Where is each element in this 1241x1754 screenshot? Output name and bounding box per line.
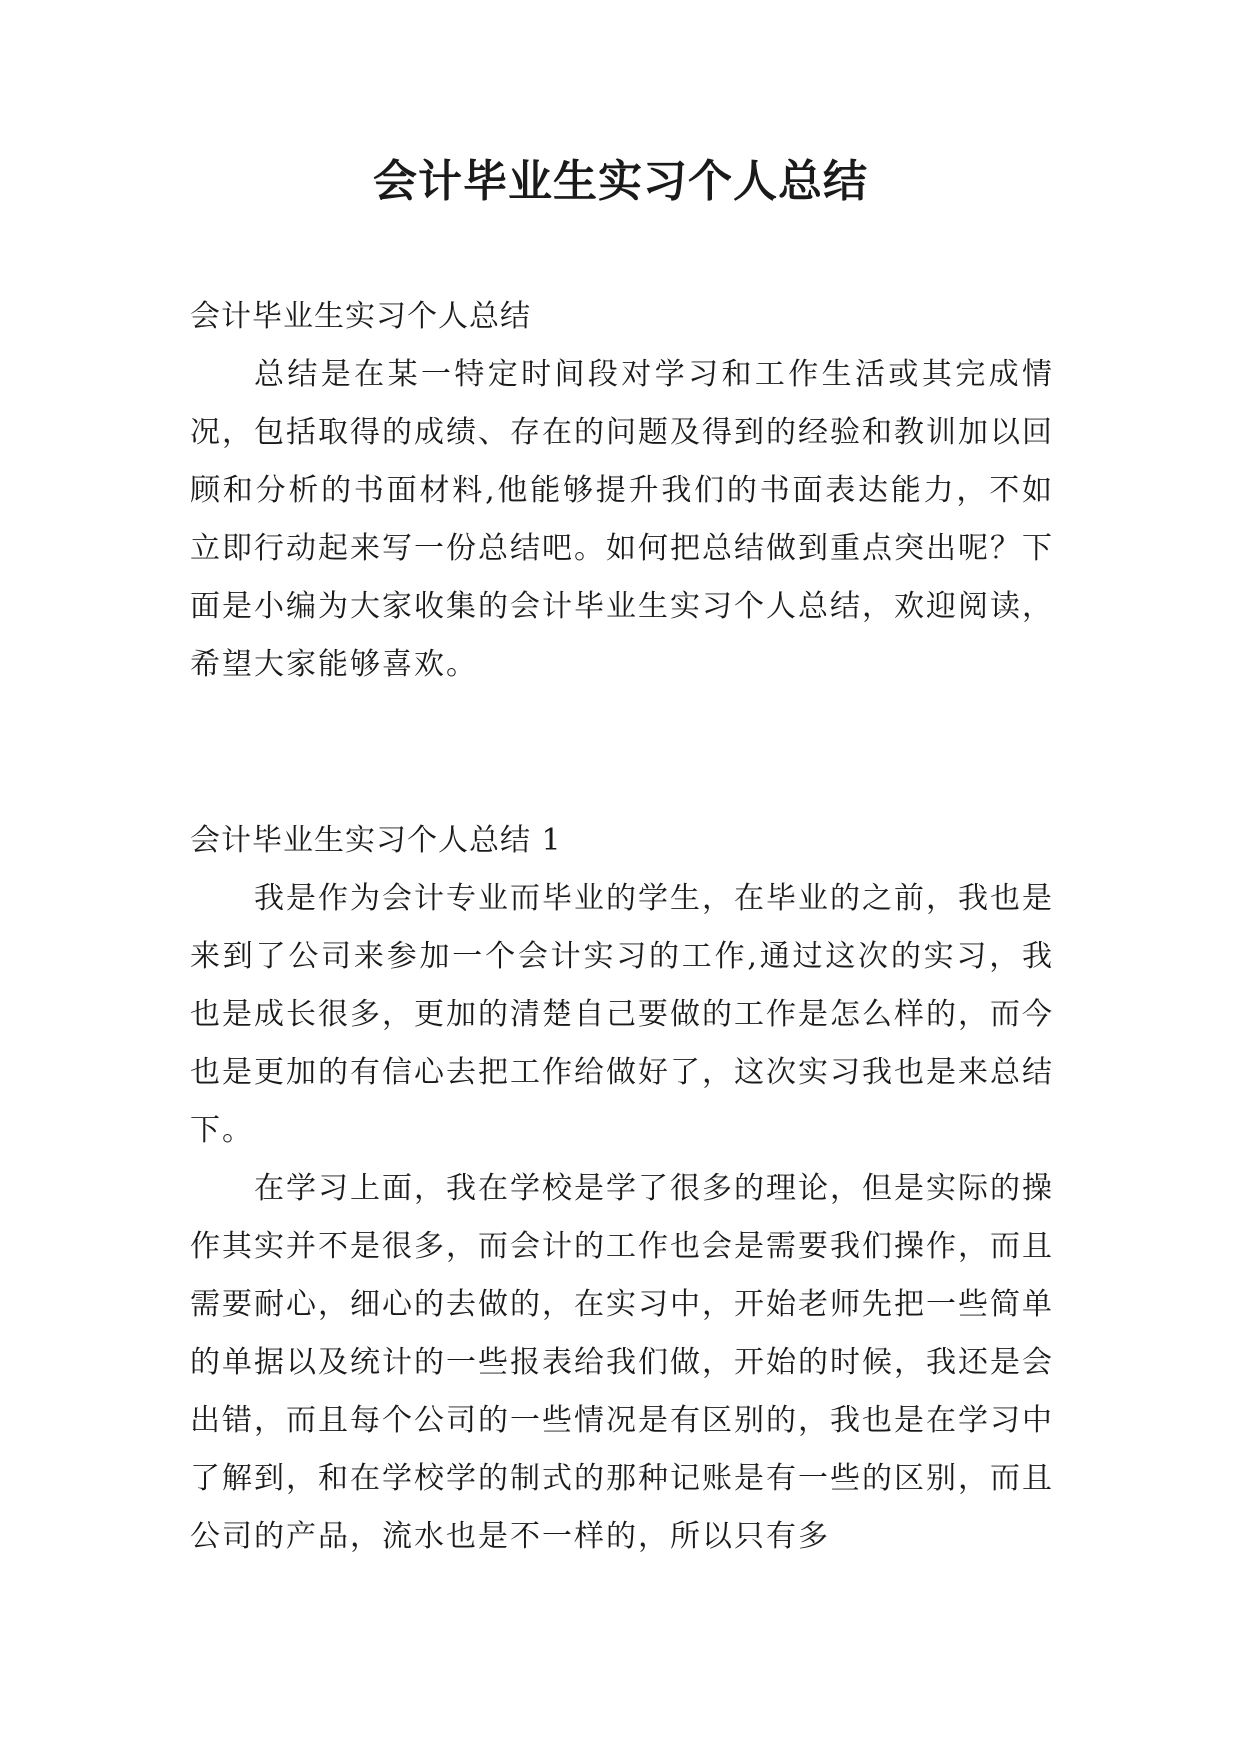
section-summary-1	[190, 812, 1054, 1566]
paragraph: 我是作为会计专业而毕业的学生，在毕业的之前，我也是来到了公司来参加一个会计实习的工作,通过这次的实习，我也是成长很多，更加的清楚自己要做的工作是怎么样的，而今也是更加的有信心去把工作给做好了，这次实习我也是来总结下。	[190, 881, 1054, 1148]
section-intro	[190, 288, 1054, 694]
paragraph: 在学习上面，我在学校是学了很多的理论，但是实际的操作其实并不是很多，而会计的工作也会是需要我们操作，而且需要耐心，细心的去做的，在实习中，开始老师先把一些简单的单据以及统计的一些报表给我们做，开始的时候，我还是会出错，而且每个公司的一些情况是有区别的，我也是在学习中了解到，和在学校学的制式的那种记账是有一些的区别，而且公司的产品，流水也是不一样的，所以只有多	[190, 1171, 1054, 1554]
paragraph: 总结是在某一特定时间段对学习和工作生活或其完成情况，包括取得的成绩、存在的问题及得到的经验和教训加以回顾和分析的书面材料,他能够提升我们的书面表达能力，不如立即行动起来写一份总结吧。如何把总结做到重点突出呢？下面是小编为大家收集的会计毕业生实习个人总结，欢迎阅读，希望大家能够喜欢。	[190, 357, 1054, 682]
document-title: 会计毕业生实习个人总结	[373, 156, 868, 207]
section-heading: 会计毕业生实习个人总结 1	[190, 823, 562, 858]
section-heading: 会计毕业生实习个人总结	[190, 299, 531, 334]
